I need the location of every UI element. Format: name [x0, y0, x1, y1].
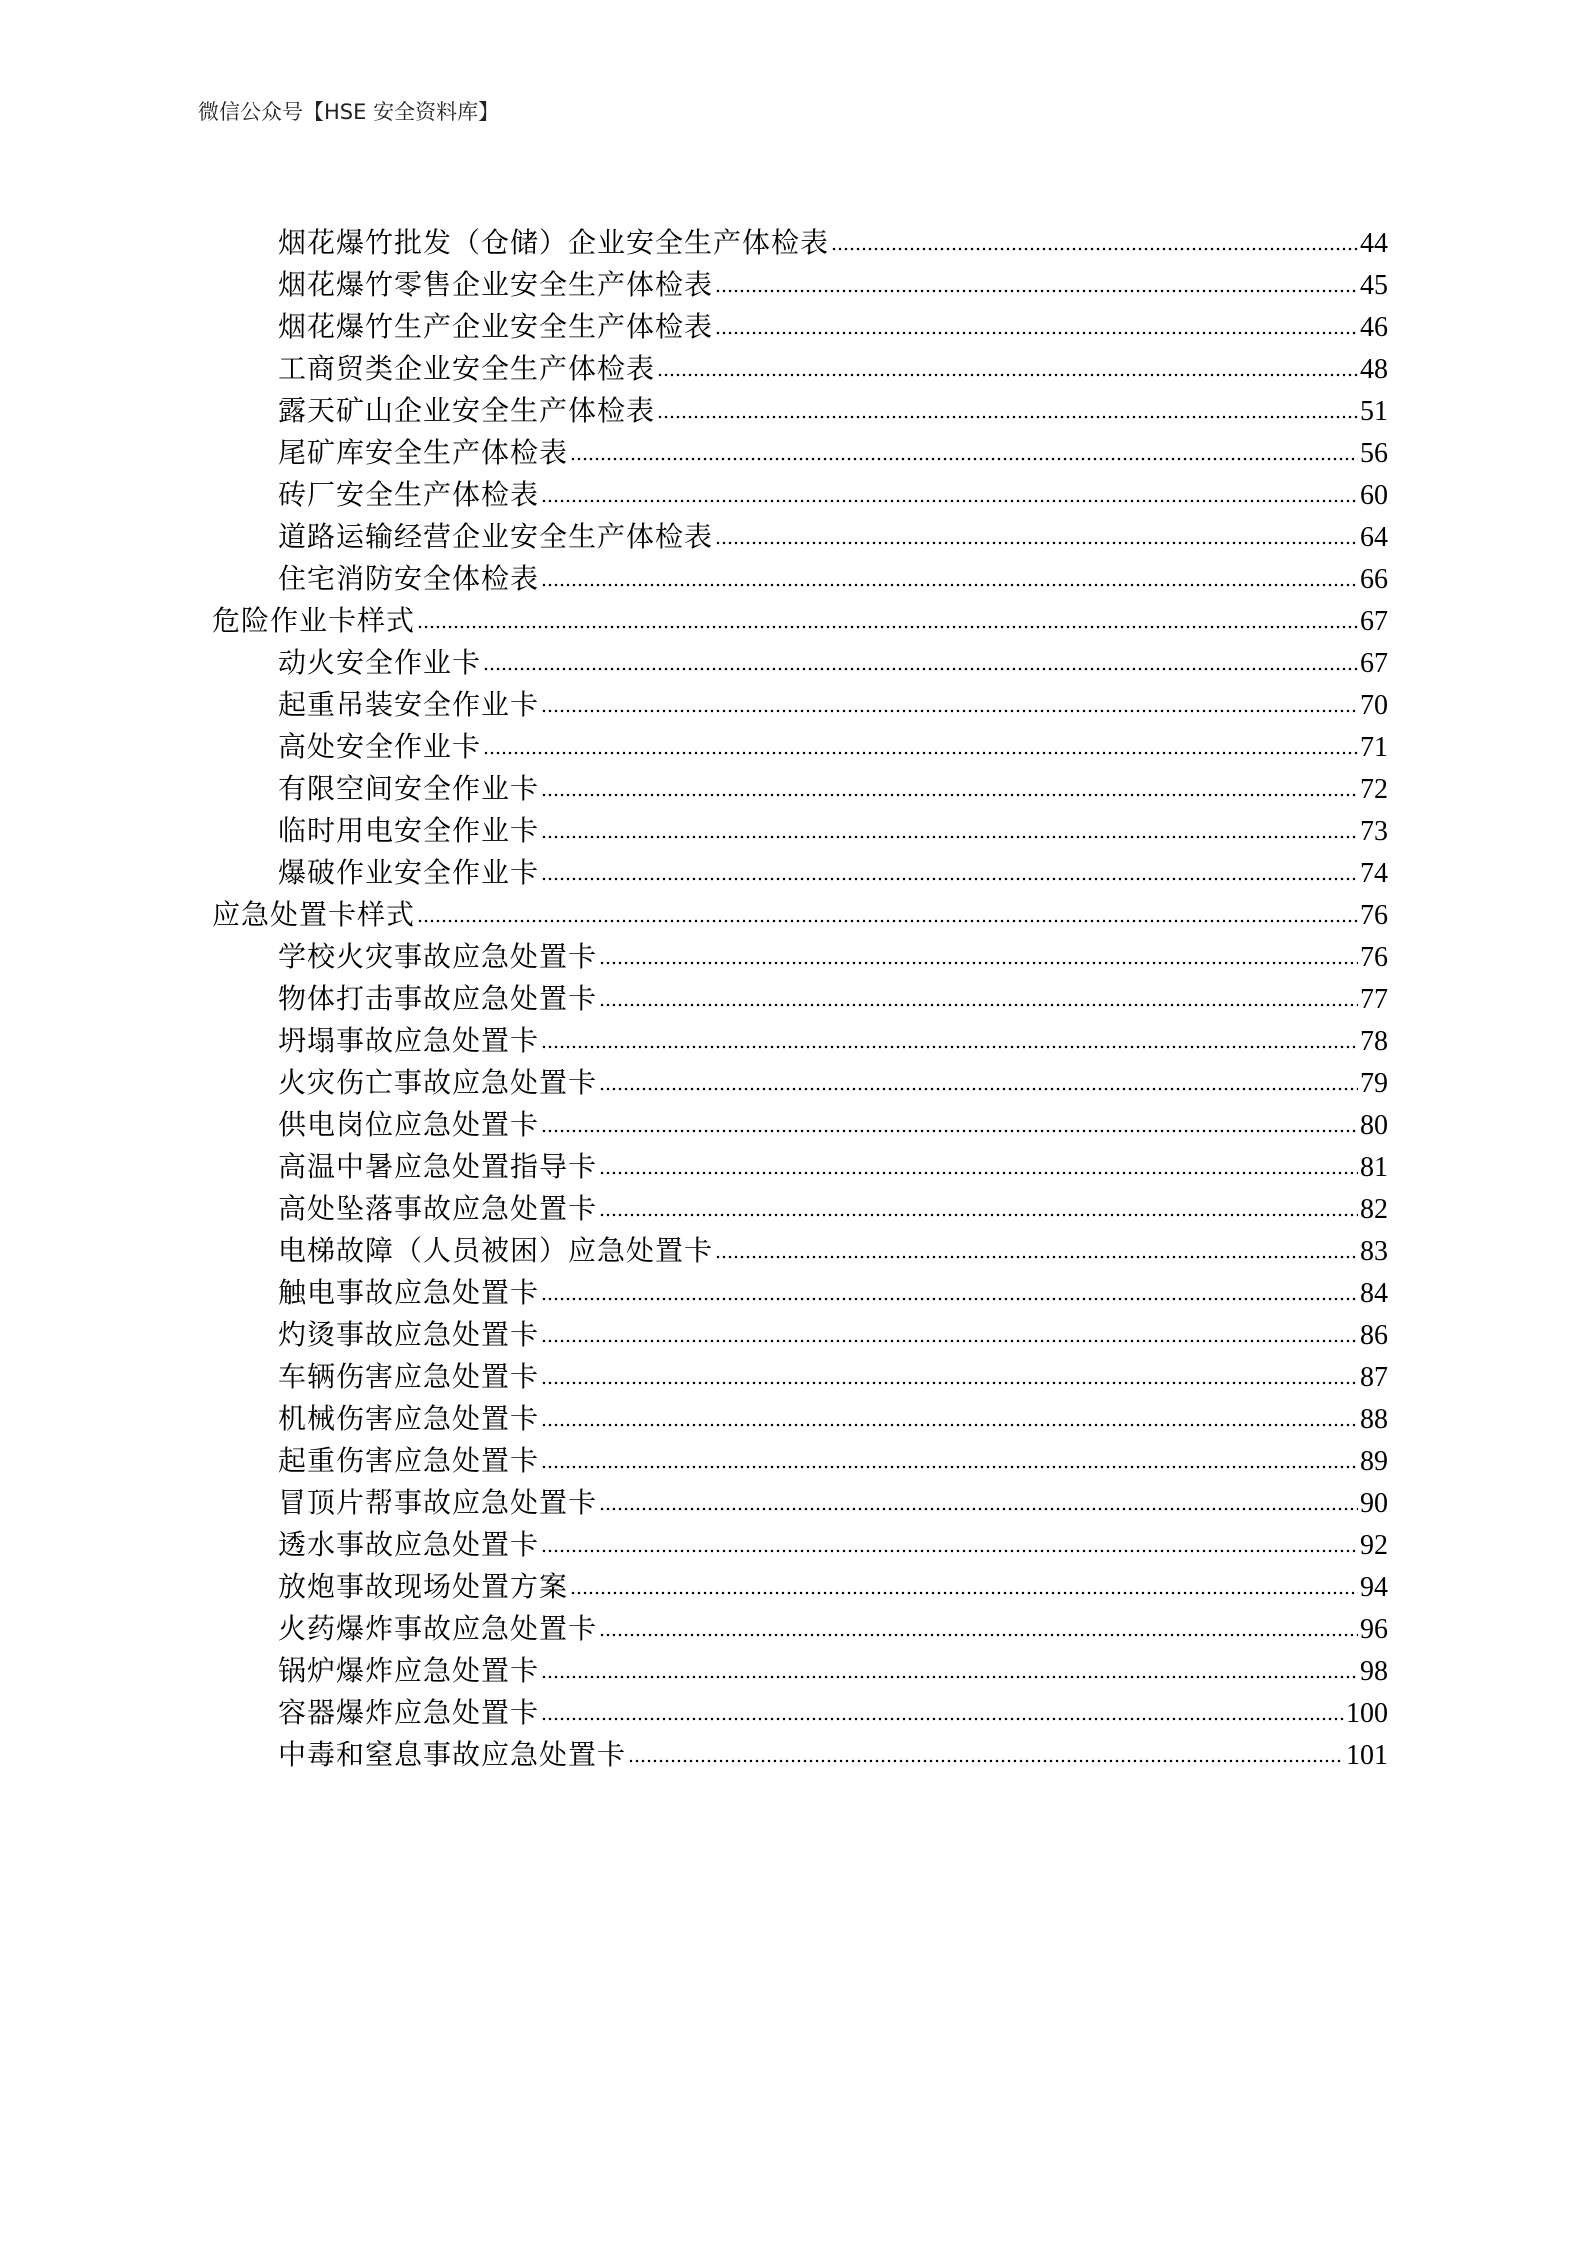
toc-dot-leader	[417, 622, 1358, 632]
toc-entry-title: 起重伤害应急处置卡	[278, 1444, 540, 1477]
toc-entry-page-number: 101	[1346, 1740, 1388, 1771]
toc-dot-leader	[657, 412, 1358, 422]
toc-entry-title: 住宅消防安全体检表	[278, 562, 540, 595]
toc-entry-page-number: 56	[1360, 438, 1388, 469]
toc-entry-page-number: 87	[1360, 1362, 1388, 1393]
toc-dot-leader	[541, 1546, 1358, 1556]
toc-entry-title: 触电事故应急处置卡	[278, 1276, 540, 1309]
toc-entry[interactable]	[212, 1566, 1388, 1608]
toc-entry-title: 道路运输经营企业安全生产体检表	[278, 520, 714, 553]
toc-entry-title: 起重吊装安全作业卡	[278, 688, 540, 721]
table-of-contents	[212, 222, 1388, 1776]
toc-dot-leader	[541, 790, 1358, 800]
toc-entry-page-number: 89	[1360, 1446, 1388, 1477]
toc-entry-title: 车辆伤害应急处置卡	[278, 1360, 540, 1393]
toc-dot-leader	[541, 1126, 1358, 1136]
toc-entry-page-number: 94	[1360, 1572, 1388, 1603]
toc-entry-page-number: 51	[1360, 396, 1388, 427]
toc-entry-title: 爆破作业安全作业卡	[278, 856, 540, 889]
toc-entry-page-number: 73	[1360, 816, 1388, 847]
toc-entry-title: 放炮事故现场处置方案	[278, 1570, 569, 1603]
toc-section-entry[interactable]	[212, 600, 1388, 642]
toc-entry-title: 灼烫事故应急处置卡	[278, 1318, 540, 1351]
toc-entry-page-number: 64	[1360, 522, 1388, 553]
toc-entry-title: 临时用电安全作业卡	[278, 814, 540, 847]
toc-entry-title: 容器爆炸应急处置卡	[278, 1696, 540, 1729]
toc-dot-leader	[570, 1588, 1358, 1598]
toc-entry-title: 坍塌事故应急处置卡	[278, 1024, 540, 1057]
toc-entry-title: 有限空间安全作业卡	[278, 772, 540, 805]
toc-entry[interactable]	[212, 390, 1388, 432]
toc-entry-title: 物体打击事故应急处置卡	[278, 982, 598, 1015]
toc-entry[interactable]	[212, 1314, 1388, 1356]
toc-entry[interactable]	[212, 852, 1388, 894]
toc-entry-title: 砖厂安全生产体检表	[278, 478, 540, 511]
toc-entry-page-number: 86	[1360, 1320, 1388, 1351]
toc-entry-title: 火药爆炸事故应急处置卡	[278, 1612, 598, 1645]
toc-entry-title: 露天矿山企业安全生产体检表	[278, 394, 656, 427]
toc-entry[interactable]	[212, 684, 1388, 726]
toc-dot-leader	[483, 748, 1358, 758]
toc-entry-title: 应急处置卡样式	[212, 898, 416, 931]
toc-entry-title: 烟花爆竹生产企业安全生产体检表	[278, 310, 714, 343]
toc-entry-page-number: 78	[1360, 1026, 1388, 1057]
toc-dot-leader	[541, 1042, 1358, 1052]
toc-entry[interactable]	[212, 1608, 1388, 1650]
toc-entry[interactable]	[212, 642, 1388, 684]
toc-dot-leader	[715, 286, 1358, 296]
toc-entry[interactable]	[212, 306, 1388, 348]
toc-entry[interactable]	[212, 432, 1388, 474]
toc-entry[interactable]	[212, 1692, 1388, 1734]
toc-dot-leader	[628, 1756, 1344, 1766]
toc-dot-leader	[599, 1000, 1358, 1010]
toc-entry-page-number: 84	[1360, 1278, 1388, 1309]
toc-entry[interactable]	[212, 726, 1388, 768]
toc-entry-title: 高温中暑应急处置指导卡	[278, 1150, 598, 1183]
toc-entry[interactable]	[212, 1230, 1388, 1272]
toc-dot-leader	[541, 1420, 1358, 1430]
toc-entry-page-number: 72	[1360, 774, 1388, 805]
toc-dot-leader	[831, 244, 1358, 254]
toc-entry-page-number: 67	[1360, 606, 1388, 637]
toc-entry[interactable]	[212, 978, 1388, 1020]
toc-entry-title: 尾矿库安全生产体检表	[278, 436, 569, 469]
toc-entry[interactable]	[212, 1104, 1388, 1146]
toc-dot-leader	[599, 1168, 1358, 1178]
toc-entry-page-number: 76	[1360, 942, 1388, 973]
toc-dot-leader	[599, 1210, 1358, 1220]
toc-entry-page-number: 71	[1360, 732, 1388, 763]
toc-dot-leader	[483, 664, 1358, 674]
toc-entry[interactable]	[212, 1734, 1388, 1776]
toc-entry-title: 危险作业卡样式	[212, 604, 416, 637]
toc-entry[interactable]	[212, 1020, 1388, 1062]
toc-dot-leader	[417, 916, 1358, 926]
toc-dot-leader	[541, 580, 1358, 590]
toc-entry-title: 工商贸类企业安全生产体检表	[278, 352, 656, 385]
toc-entry-page-number: 74	[1360, 858, 1388, 889]
toc-entry-page-number: 80	[1360, 1110, 1388, 1141]
toc-dot-leader	[570, 454, 1358, 464]
toc-section-entry[interactable]	[212, 894, 1388, 936]
toc-entry[interactable]	[212, 348, 1388, 390]
toc-entry[interactable]	[212, 1482, 1388, 1524]
toc-dot-leader	[599, 1504, 1358, 1514]
toc-entry-page-number: 77	[1360, 984, 1388, 1015]
toc-entry-title: 冒顶片帮事故应急处置卡	[278, 1486, 598, 1519]
toc-dot-leader	[599, 1084, 1358, 1094]
toc-entry-title: 机械伤害应急处置卡	[278, 1402, 540, 1435]
toc-dot-leader	[541, 1336, 1358, 1346]
toc-entry-page-number: 79	[1360, 1068, 1388, 1099]
toc-entry-page-number: 48	[1360, 354, 1388, 385]
toc-entry-title: 锅炉爆炸应急处置卡	[278, 1654, 540, 1687]
toc-dot-leader	[599, 1630, 1358, 1640]
toc-entry-title: 烟花爆竹批发（仓储）企业安全生产体检表	[278, 226, 830, 259]
toc-entry[interactable]	[212, 558, 1388, 600]
toc-entry-page-number: 98	[1360, 1656, 1388, 1687]
toc-entry[interactable]	[212, 1272, 1388, 1314]
toc-entry-title: 学校火灾事故应急处置卡	[278, 940, 598, 973]
toc-entry-page-number: 90	[1360, 1488, 1388, 1519]
page-header: 微信公众号【HSE 安全资料库】	[198, 100, 500, 124]
toc-entry[interactable]	[212, 1398, 1388, 1440]
toc-entry[interactable]	[212, 1062, 1388, 1104]
toc-entry-title: 透水事故应急处置卡	[278, 1528, 540, 1561]
toc-dot-leader	[541, 832, 1358, 842]
toc-dot-leader	[541, 1672, 1358, 1682]
toc-entry-title: 高处安全作业卡	[278, 730, 482, 763]
toc-entry[interactable]	[212, 222, 1388, 264]
toc-entry[interactable]	[212, 1146, 1388, 1188]
toc-entry-title: 供电岗位应急处置卡	[278, 1108, 540, 1141]
toc-dot-leader	[541, 1462, 1358, 1472]
toc-entry[interactable]	[212, 936, 1388, 978]
toc-entry-title: 火灾伤亡事故应急处置卡	[278, 1066, 598, 1099]
toc-entry-page-number: 66	[1360, 564, 1388, 595]
toc-entry-page-number: 70	[1360, 690, 1388, 721]
toc-entry-page-number: 44	[1360, 228, 1388, 259]
toc-dot-leader	[541, 1714, 1344, 1724]
toc-entry[interactable]	[212, 1188, 1388, 1230]
toc-entry-title: 电梯故障（人员被困）应急处置卡	[278, 1234, 714, 1267]
toc-dot-leader	[541, 1378, 1358, 1388]
toc-entry[interactable]	[212, 810, 1388, 852]
toc-entry[interactable]	[212, 1356, 1388, 1398]
toc-dot-leader	[715, 538, 1358, 548]
toc-entry-page-number: 76	[1360, 900, 1388, 931]
toc-dot-leader	[541, 1294, 1358, 1304]
toc-entry-page-number: 67	[1360, 648, 1388, 679]
toc-entry-page-number: 82	[1360, 1194, 1388, 1225]
toc-entry-page-number: 100	[1346, 1698, 1388, 1729]
toc-dot-leader	[541, 496, 1358, 506]
toc-entry[interactable]	[212, 474, 1388, 516]
toc-entry[interactable]	[212, 1650, 1388, 1692]
toc-entry-title: 中毒和窒息事故应急处置卡	[278, 1738, 627, 1771]
toc-entry-page-number: 81	[1360, 1152, 1388, 1183]
toc-dot-leader	[715, 328, 1358, 338]
toc-entry[interactable]	[212, 1440, 1388, 1482]
toc-entry-page-number: 88	[1360, 1404, 1388, 1435]
toc-dot-leader	[715, 1252, 1358, 1262]
toc-entry-title: 高处坠落事故应急处置卡	[278, 1192, 598, 1225]
toc-dot-leader	[541, 706, 1358, 716]
toc-entry[interactable]	[212, 516, 1388, 558]
toc-entry-page-number: 46	[1360, 312, 1388, 343]
toc-dot-leader	[599, 958, 1358, 968]
toc-entry-page-number: 96	[1360, 1614, 1388, 1645]
toc-dot-leader	[657, 370, 1358, 380]
toc-entry[interactable]	[212, 1524, 1388, 1566]
toc-entry-title: 动火安全作业卡	[278, 646, 482, 679]
toc-dot-leader	[541, 874, 1358, 884]
toc-entry-page-number: 45	[1360, 270, 1388, 301]
toc-entry-page-number: 92	[1360, 1530, 1388, 1561]
toc-entry[interactable]	[212, 768, 1388, 810]
toc-entry-page-number: 83	[1360, 1236, 1388, 1267]
toc-entry-title: 烟花爆竹零售企业安全生产体检表	[278, 268, 714, 301]
toc-entry[interactable]	[212, 264, 1388, 306]
toc-entry-page-number: 60	[1360, 480, 1388, 511]
